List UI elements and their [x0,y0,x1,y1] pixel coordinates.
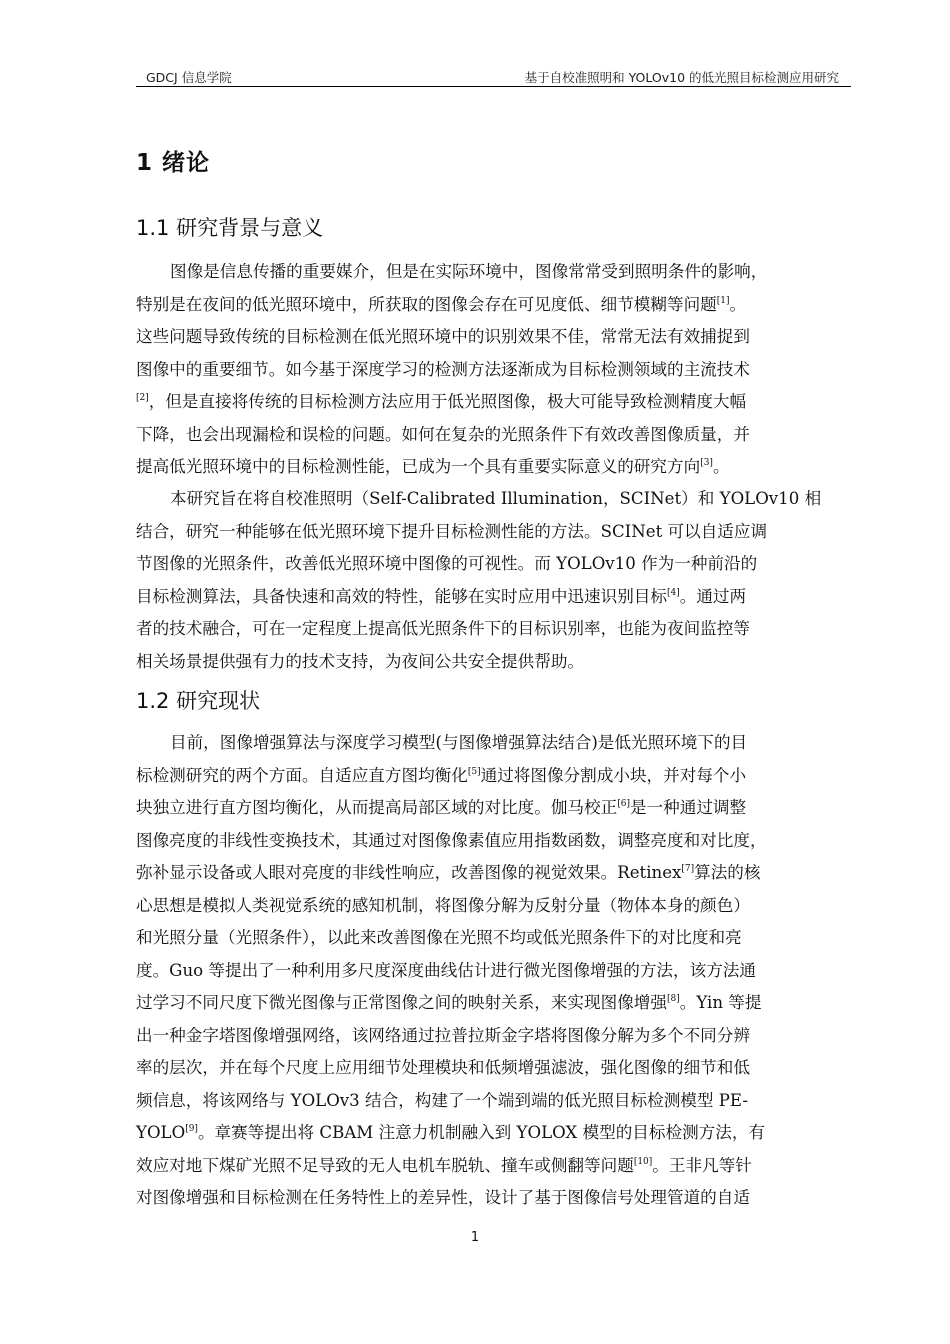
text-run: 本研究旨在将自校准照明（Self-Calibrated Illumination，SCINet）和 YOLOv10 相 [170,489,822,508]
text-run: 这些问题导致传统的目标检测在低光照环境中的识别效果不佳，常常无法有效捕捉到 [136,327,750,346]
text-run: YOLO [136,1123,186,1142]
text-run: 目前，图像增强算法与深度学习模型(与图像增强算法结合)是低光照环境下的目 [170,733,748,752]
text-line [136,483,851,516]
text-run: 特别是在夜间的低光照环境中，所获取的图像会存在可见度低、细节模糊等问题 [136,294,717,314]
text-line [136,613,851,646]
paragraph-objective [136,483,851,678]
text-line [136,321,851,354]
text-run: 。通过两 [679,586,747,606]
header-institution: GDCJ 信息学院 [146,70,232,85]
text-run: 率的层次，并在每个尺度上应用细节处理模块和低频增强滤波，强化图像的细节和低 [136,1058,750,1077]
citation-ref: [4] [667,587,680,598]
text-run: 。章赛等提出将 CBAM 注意力机制融入到 YOLOX 模型的目标检测方法，有 [197,1123,766,1142]
text-run: 提高低光照环境中的目标检测性能，已成为一个具有重要实际意义的研究方向 [136,457,701,476]
header-paper-title: 基于自校准照明和 YOLOv10 的低光照目标检测应用研究 [524,70,839,85]
text-line [136,256,851,289]
text-run: 下降，也会出现漏检和误检的问题。如何在复杂的光照条件下有效改善图像质量，并 [136,424,750,444]
text-run: 。 [712,457,730,476]
text-line [136,760,851,793]
text-run: 度。Guo 等提出了一种利用多尺度深度曲线估计进行微光图像增强的方法，该方法通 [136,960,756,980]
citation-ref: [10] [633,1156,653,1167]
text-run: 是一种通过调整 [629,798,747,817]
text-line [136,890,851,923]
paragraph-background [136,256,851,484]
text-line [136,792,851,825]
text-run: 出一种金字塔图像增强网络，该网络通过拉普拉斯金字塔将图像分解为多个不同分辨 [136,1025,750,1045]
text-line [136,1117,851,1150]
citation-ref: [7] [681,864,695,874]
text-line [136,1020,851,1053]
text-line [136,289,851,322]
text-line [136,548,851,581]
text-run: 弥补显示设备或人眼对亮度的非线性响应，改善图像的视觉效果。Retinex [136,863,682,882]
text-run: 块独立进行直方图均衡化，从而提高局部区域的对比度。伽马校正 [136,798,618,817]
text-run: 。 [729,294,747,314]
text-run: 算法的核 [694,863,761,882]
citation-ref: [3] [700,458,713,468]
text-run: 图像中的重要细节。如今基于深度学习的检测方法逐渐成为目标检测领域的主流技术 [136,359,750,379]
section-title-1-1: 1.1 研究背景与意义 [136,216,324,240]
paragraph-current-status [136,727,851,1215]
text-line [136,825,851,858]
text-line [136,1085,851,1118]
text-line [136,451,851,484]
text-run: 结合，研究一种能够在低光照环境下提升目标检测性能的方法。SCINet 可以自适应调 [136,521,768,541]
text-run: 者的技术融合，可在一定程度上提高低光照条件下的目标识别率，也能为夜间监控等 [136,619,750,638]
text-run: 。王非凡等针 [652,1155,752,1175]
text-run: 图像亮度的非线性变换技术，其通过对图像像素值应用指数函数，调整亮度和对比度， [136,830,767,850]
citation-ref: [8] [667,994,680,1004]
text-run: 图像是信息传播的重要媒介，但是在实际环境中，图像常常受到照明条件的影响， [170,262,768,281]
text-line [136,987,851,1020]
text-run: 节图像的光照条件，改善低光照环境中图像的可视性。而 YOLOv10 作为一种前沿的 [136,554,758,573]
citation-ref: [5] [467,766,481,777]
text-run: 通过将图像分割成小块，并对每个小 [480,765,747,785]
text-line [136,516,851,549]
citation-ref: [1] [716,295,730,306]
text-line [136,581,851,614]
text-line [136,1052,851,1085]
text-line [136,419,851,452]
text-run: 心思想是模拟人类视觉系统的感知机制，将图像分解为反射分量（物体本身的颜色） [136,895,750,915]
citation-ref: [6] [617,799,630,809]
citation-ref: [2] [136,393,149,403]
page-number: 1 [470,1230,480,1245]
text-line [136,646,851,679]
text-run: ，但是直接将传统的目标检测方法应用于低光照图像，极大可能导致检测精度大幅 [148,392,747,411]
text-run: 目标检测算法，具备快速和高效的特性，能够在实时应用中迅速识别目标 [136,586,667,606]
text-line [136,727,851,760]
text-run: 相关场景提供强有力的技术支持，为夜间公共安全提供帮助。 [136,651,585,671]
text-run: 过学习不同尺度下微光图像与正常图像之间的映射关系，来实现图像增强 [136,993,667,1012]
citation-ref: [9] [185,1124,198,1134]
text-run: 对图像增强和目标检测在任务特性上的差异性，设计了基于图像信号处理管道的自适 [136,1188,750,1207]
text-line [136,857,851,890]
section-title-1-2: 1.2 研究现状 [136,689,261,713]
chapter-title: 1 绪论 [136,150,211,176]
text-line [136,955,851,988]
text-run: 频信息，将该网络与 YOLOv3 结合，构建了一个端到端的低光照目标检测模型 PE- [136,1090,748,1110]
text-run: 效应对地下煤矿光照不足导致的无人电机车脱轨、撞车或侧翻等问题 [136,1155,634,1175]
text-run: 标检测研究的两个方面。自适应直方图均衡化 [136,765,468,785]
text-line [136,354,851,387]
text-line [136,1182,851,1215]
text-run: 。Yin 等提 [679,993,762,1012]
running-header [136,68,851,87]
text-line [136,1150,851,1183]
text-line [136,922,851,955]
text-line [136,386,851,419]
text-run: 和光照分量（光照条件），以此来改善图像在光照不均或低光照条件下的对比度和亮 [136,928,742,947]
